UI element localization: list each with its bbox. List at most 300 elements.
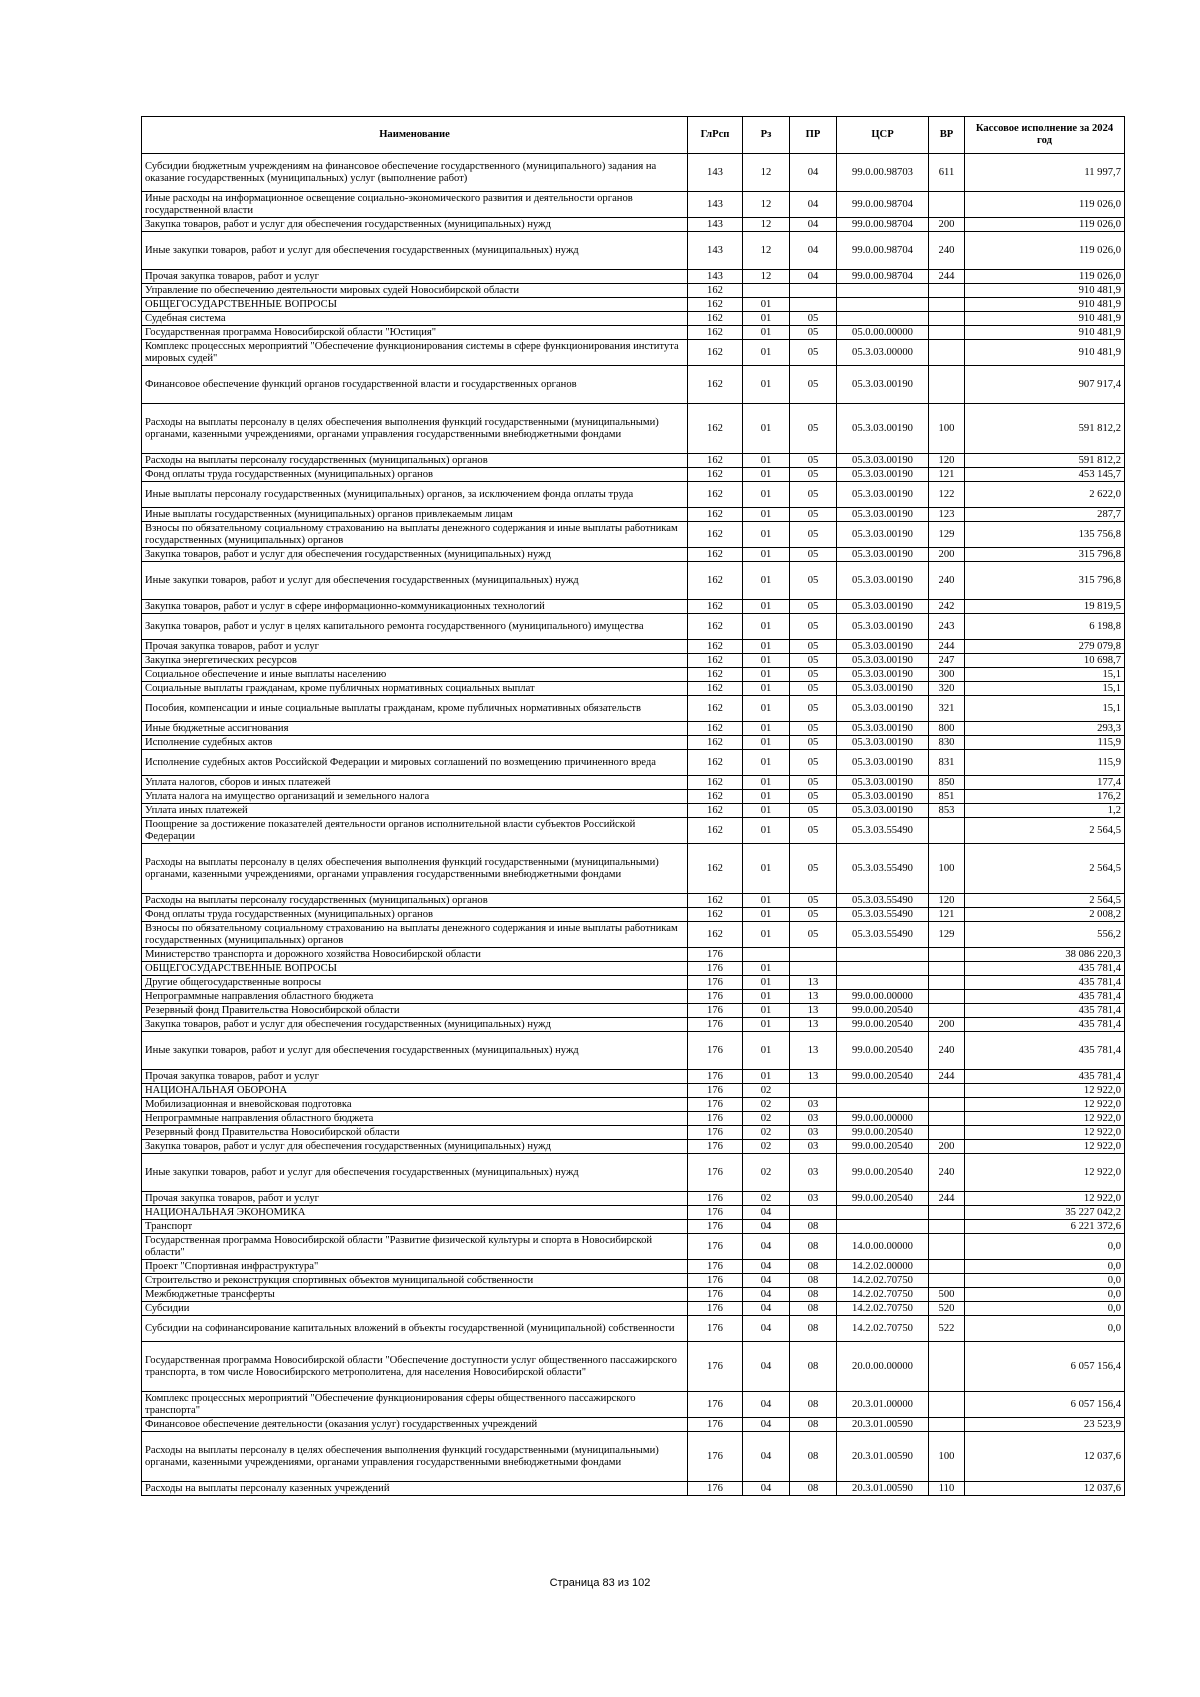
cell-amount: 910 481,9 bbox=[965, 312, 1125, 326]
table-row bbox=[142, 976, 1125, 990]
cell-amount: 119 026,0 bbox=[965, 232, 1125, 270]
cell-csr: 05.3.03.00190 bbox=[837, 600, 929, 614]
cell-vr bbox=[929, 340, 965, 366]
cell-amount: 15,1 bbox=[965, 696, 1125, 722]
cell-name: Мобилизационная и вневойсковая подготовка bbox=[142, 1098, 688, 1112]
cell-vr: 100 bbox=[929, 844, 965, 894]
table-row bbox=[142, 1192, 1125, 1206]
cell-vr bbox=[929, 948, 965, 962]
cell-glrsp: 176 bbox=[688, 1432, 743, 1482]
cell-amount: 19 819,5 bbox=[965, 600, 1125, 614]
cell-pr bbox=[790, 284, 837, 298]
cell-pr: 13 bbox=[790, 976, 837, 990]
table-row bbox=[142, 1316, 1125, 1342]
cell-amount: 910 481,9 bbox=[965, 284, 1125, 298]
cell-vr: 831 bbox=[929, 750, 965, 776]
cell-vr: 851 bbox=[929, 790, 965, 804]
cell-rz: 01 bbox=[743, 366, 790, 404]
cell-csr: 05.3.03.00190 bbox=[837, 522, 929, 548]
cell-rz: 01 bbox=[743, 682, 790, 696]
cell-name: Субсидии на софинансирование капитальных вложений в объекты государственной (муниципальной) собственности bbox=[142, 1316, 688, 1342]
cell-pr: 08 bbox=[790, 1274, 837, 1288]
cell-pr bbox=[790, 298, 837, 312]
cell-csr: 05.3.03.00190 bbox=[837, 404, 929, 454]
cell-rz: 01 bbox=[743, 548, 790, 562]
cell-rz: 01 bbox=[743, 722, 790, 736]
cell-vr bbox=[929, 1206, 965, 1220]
cell-glrsp: 143 bbox=[688, 270, 743, 284]
cell-csr: 05.3.03.00190 bbox=[837, 482, 929, 508]
cell-glrsp: 162 bbox=[688, 614, 743, 640]
cell-pr: 04 bbox=[790, 154, 837, 192]
table-row bbox=[142, 1302, 1125, 1316]
cell-name: Иные выплаты государственных (муниципальных) органов привлекаемым лицам bbox=[142, 508, 688, 522]
cell-glrsp: 162 bbox=[688, 600, 743, 614]
cell-vr: 244 bbox=[929, 1192, 965, 1206]
table-row bbox=[142, 1274, 1125, 1288]
cell-rz: 04 bbox=[743, 1274, 790, 1288]
cell-amount: 0,0 bbox=[965, 1234, 1125, 1260]
table-row bbox=[142, 922, 1125, 948]
cell-amount: 2 564,5 bbox=[965, 818, 1125, 844]
header-rz: Рз bbox=[743, 117, 790, 154]
cell-name: Закупка товаров, работ и услуг для обеспечения государственных (муниципальных) нужд bbox=[142, 1140, 688, 1154]
cell-glrsp: 162 bbox=[688, 508, 743, 522]
table-row bbox=[142, 232, 1125, 270]
header-name: Наименование bbox=[142, 117, 688, 154]
cell-amount: 315 796,8 bbox=[965, 548, 1125, 562]
cell-name: Государственная программа Новосибирской области "Юстиция" bbox=[142, 326, 688, 340]
cell-glrsp: 162 bbox=[688, 640, 743, 654]
cell-vr bbox=[929, 1084, 965, 1098]
cell-amount: 435 781,4 bbox=[965, 962, 1125, 976]
cell-name: Комплекс процессных мероприятий "Обеспечение функционирования системы в сфере функционирования института мировых судей" bbox=[142, 340, 688, 366]
table-row bbox=[142, 1098, 1125, 1112]
cell-pr: 03 bbox=[790, 1098, 837, 1112]
cell-rz: 01 bbox=[743, 1070, 790, 1084]
cell-vr: 853 bbox=[929, 804, 965, 818]
cell-pr: 08 bbox=[790, 1392, 837, 1418]
cell-rz: 01 bbox=[743, 696, 790, 722]
cell-pr: 03 bbox=[790, 1140, 837, 1154]
cell-name: Министерство транспорта и дорожного хозяйства Новосибирской области bbox=[142, 948, 688, 962]
cell-pr: 05 bbox=[790, 340, 837, 366]
cell-amount: 135 756,8 bbox=[965, 522, 1125, 548]
cell-glrsp: 162 bbox=[688, 326, 743, 340]
cell-glrsp: 176 bbox=[688, 1098, 743, 1112]
cell-name: ОБЩЕГОСУДАРСТВЕННЫЕ ВОПРОСЫ bbox=[142, 298, 688, 312]
cell-vr bbox=[929, 312, 965, 326]
cell-name: Проект "Спортивная инфраструктура" bbox=[142, 1260, 688, 1274]
cell-rz bbox=[743, 948, 790, 962]
cell-name: Исполнение судебных актов bbox=[142, 736, 688, 750]
cell-rz: 01 bbox=[743, 908, 790, 922]
cell-vr: 240 bbox=[929, 1032, 965, 1070]
cell-amount: 0,0 bbox=[965, 1302, 1125, 1316]
cell-vr bbox=[929, 298, 965, 312]
cell-amount: 35 227 042,2 bbox=[965, 1206, 1125, 1220]
cell-vr: 129 bbox=[929, 522, 965, 548]
cell-vr: 121 bbox=[929, 908, 965, 922]
cell-glrsp: 162 bbox=[688, 908, 743, 922]
cell-csr: 05.3.03.55490 bbox=[837, 818, 929, 844]
cell-pr bbox=[790, 1206, 837, 1220]
cell-rz: 01 bbox=[743, 312, 790, 326]
cell-vr bbox=[929, 1112, 965, 1126]
cell-pr: 08 bbox=[790, 1302, 837, 1316]
cell-glrsp: 162 bbox=[688, 750, 743, 776]
table-row bbox=[142, 482, 1125, 508]
cell-rz: 01 bbox=[743, 1032, 790, 1070]
cell-pr: 05 bbox=[790, 548, 837, 562]
cell-pr: 05 bbox=[790, 366, 837, 404]
cell-rz: 01 bbox=[743, 654, 790, 668]
cell-rz: 01 bbox=[743, 326, 790, 340]
cell-name: Государственная программа Новосибирской области "Обеспечение доступности услуг общественного пассажирского транспорта, в том числе Новосибирского метрополитена, для населения Новосибирской области" bbox=[142, 1342, 688, 1392]
cell-vr: 242 bbox=[929, 600, 965, 614]
cell-glrsp: 176 bbox=[688, 1418, 743, 1432]
cell-pr: 04 bbox=[790, 232, 837, 270]
cell-name: Прочая закупка товаров, работ и услуг bbox=[142, 270, 688, 284]
header-pr: ПР bbox=[790, 117, 837, 154]
cell-glrsp: 162 bbox=[688, 696, 743, 722]
cell-amount: 0,0 bbox=[965, 1260, 1125, 1274]
cell-amount: 315 796,8 bbox=[965, 562, 1125, 600]
cell-csr bbox=[837, 312, 929, 326]
cell-rz: 04 bbox=[743, 1418, 790, 1432]
cell-rz: 01 bbox=[743, 750, 790, 776]
cell-vr: 200 bbox=[929, 1140, 965, 1154]
cell-glrsp: 162 bbox=[688, 340, 743, 366]
cell-csr bbox=[837, 948, 929, 962]
header-glrsp: ГлРсп bbox=[688, 117, 743, 154]
cell-csr: 05.3.03.00190 bbox=[837, 640, 929, 654]
cell-csr: 05.3.03.00190 bbox=[837, 668, 929, 682]
table-row bbox=[142, 844, 1125, 894]
cell-csr: 99.0.00.00000 bbox=[837, 1112, 929, 1126]
cell-name: Социальные выплаты гражданам, кроме публичных нормативных социальных выплат bbox=[142, 682, 688, 696]
cell-name: Поощрение за достижение показателей деятельности органов исполнительной власти субъектов Российской Федерации bbox=[142, 818, 688, 844]
table-header-row bbox=[142, 117, 1125, 154]
cell-vr bbox=[929, 818, 965, 844]
cell-csr: 05.3.03.00190 bbox=[837, 508, 929, 522]
cell-csr: 05.3.03.00190 bbox=[837, 682, 929, 696]
cell-amount: 12 037,6 bbox=[965, 1482, 1125, 1496]
cell-vr: 830 bbox=[929, 736, 965, 750]
cell-csr: 99.0.00.20540 bbox=[837, 1032, 929, 1070]
cell-vr: 500 bbox=[929, 1288, 965, 1302]
cell-amount: 6 198,8 bbox=[965, 614, 1125, 640]
cell-amount: 2 008,2 bbox=[965, 908, 1125, 922]
table-row bbox=[142, 1342, 1125, 1392]
cell-amount: 910 481,9 bbox=[965, 326, 1125, 340]
cell-name: Закупка товаров, работ и услуг для обеспечения государственных (муниципальных) нужд bbox=[142, 1018, 688, 1032]
cell-name: Финансовое обеспечение функций органов государственной власти и государственных органов bbox=[142, 366, 688, 404]
cell-glrsp: 162 bbox=[688, 682, 743, 696]
cell-amount: 293,3 bbox=[965, 722, 1125, 736]
cell-pr: 08 bbox=[790, 1418, 837, 1432]
table-row bbox=[142, 508, 1125, 522]
cell-csr: 05.3.03.00190 bbox=[837, 454, 929, 468]
cell-pr: 05 bbox=[790, 804, 837, 818]
cell-vr bbox=[929, 976, 965, 990]
cell-rz: 01 bbox=[743, 790, 790, 804]
cell-vr bbox=[929, 284, 965, 298]
cell-glrsp: 176 bbox=[688, 1342, 743, 1392]
cell-rz: 01 bbox=[743, 844, 790, 894]
table-row bbox=[142, 948, 1125, 962]
cell-rz: 02 bbox=[743, 1126, 790, 1140]
cell-name: ОБЩЕГОСУДАРСТВЕННЫЕ ВОПРОСЫ bbox=[142, 962, 688, 976]
table-row bbox=[142, 218, 1125, 232]
cell-amount: 10 698,7 bbox=[965, 654, 1125, 668]
cell-glrsp: 176 bbox=[688, 1084, 743, 1098]
cell-csr: 99.0.00.98704 bbox=[837, 232, 929, 270]
cell-rz: 01 bbox=[743, 736, 790, 750]
cell-csr bbox=[837, 976, 929, 990]
cell-vr: 110 bbox=[929, 1482, 965, 1496]
cell-pr: 05 bbox=[790, 696, 837, 722]
table-row bbox=[142, 908, 1125, 922]
cell-vr bbox=[929, 1392, 965, 1418]
cell-glrsp: 176 bbox=[688, 1316, 743, 1342]
cell-pr: 05 bbox=[790, 468, 837, 482]
cell-rz: 02 bbox=[743, 1140, 790, 1154]
table-row bbox=[142, 1032, 1125, 1070]
cell-glrsp: 176 bbox=[688, 962, 743, 976]
cell-rz: 04 bbox=[743, 1482, 790, 1496]
header-csr: ЦСР bbox=[837, 117, 929, 154]
cell-csr: 05.3.03.00190 bbox=[837, 366, 929, 404]
cell-vr: 243 bbox=[929, 614, 965, 640]
cell-pr: 03 bbox=[790, 1112, 837, 1126]
cell-rz: 12 bbox=[743, 270, 790, 284]
cell-glrsp: 176 bbox=[688, 1206, 743, 1220]
cell-csr: 99.0.00.98703 bbox=[837, 154, 929, 192]
cell-amount: 435 781,4 bbox=[965, 990, 1125, 1004]
cell-rz: 01 bbox=[743, 640, 790, 654]
cell-amount: 907 917,4 bbox=[965, 366, 1125, 404]
table-row bbox=[142, 1126, 1125, 1140]
cell-glrsp: 176 bbox=[688, 1126, 743, 1140]
cell-name: Расходы на выплаты персоналу в целях обеспечения выполнения функций государственными (муниципальными) органами, казенными учреждениями, органами управления государственными внебюджетными фондами bbox=[142, 404, 688, 454]
table-row bbox=[142, 894, 1125, 908]
budget-table-sheet bbox=[141, 116, 1124, 1496]
cell-name: Прочая закупка товаров, работ и услуг bbox=[142, 640, 688, 654]
cell-csr: 14.2.02.70750 bbox=[837, 1274, 929, 1288]
cell-csr: 05.3.03.00190 bbox=[837, 790, 929, 804]
cell-rz: 04 bbox=[743, 1316, 790, 1342]
cell-csr: 05.3.03.00190 bbox=[837, 722, 929, 736]
cell-pr: 13 bbox=[790, 1004, 837, 1018]
cell-name: НАЦИОНАЛЬНАЯ ОБОРОНА bbox=[142, 1084, 688, 1098]
cell-rz: 01 bbox=[743, 990, 790, 1004]
cell-glrsp: 176 bbox=[688, 1288, 743, 1302]
cell-rz: 01 bbox=[743, 818, 790, 844]
cell-csr: 05.3.03.55490 bbox=[837, 908, 929, 922]
table-row bbox=[142, 990, 1125, 1004]
header-cash-execution: Кассовое исполнение за 2024 год bbox=[965, 117, 1125, 154]
table-row bbox=[142, 1220, 1125, 1234]
table-row bbox=[142, 750, 1125, 776]
cell-pr: 03 bbox=[790, 1154, 837, 1192]
cell-name: Прочая закупка товаров, работ и услуг bbox=[142, 1070, 688, 1084]
cell-name: Расходы на выплаты персоналу в целях обеспечения выполнения функций государственными (муниципальными) органами, казенными учреждениями, органами управления государственными внебюджетными фондами bbox=[142, 844, 688, 894]
table-row bbox=[142, 804, 1125, 818]
cell-rz: 02 bbox=[743, 1154, 790, 1192]
cell-vr: 244 bbox=[929, 270, 965, 284]
cell-vr: 240 bbox=[929, 1154, 965, 1192]
cell-glrsp: 162 bbox=[688, 736, 743, 750]
cell-glrsp: 162 bbox=[688, 284, 743, 298]
cell-name: Расходы на выплаты персоналу государственных (муниципальных) органов bbox=[142, 454, 688, 468]
cell-amount: 453 145,7 bbox=[965, 468, 1125, 482]
cell-csr: 20.3.01.00590 bbox=[837, 1482, 929, 1496]
cell-rz: 04 bbox=[743, 1288, 790, 1302]
table-row bbox=[142, 562, 1125, 600]
cell-csr: 14.0.00.00000 bbox=[837, 1234, 929, 1260]
cell-csr: 20.0.00.00000 bbox=[837, 1342, 929, 1392]
table-row bbox=[142, 1432, 1125, 1482]
cell-amount: 6 057 156,4 bbox=[965, 1392, 1125, 1418]
cell-csr: 05.3.03.00190 bbox=[837, 562, 929, 600]
cell-glrsp: 162 bbox=[688, 312, 743, 326]
cell-vr bbox=[929, 192, 965, 218]
cell-amount: 12 922,0 bbox=[965, 1140, 1125, 1154]
cell-pr: 05 bbox=[790, 790, 837, 804]
cell-vr: 611 bbox=[929, 154, 965, 192]
header-vr: ВР bbox=[929, 117, 965, 154]
cell-amount: 23 523,9 bbox=[965, 1418, 1125, 1432]
cell-csr: 05.3.03.55490 bbox=[837, 922, 929, 948]
cell-name: Строительство и реконструкция спортивных объектов муниципальной собственности bbox=[142, 1274, 688, 1288]
cell-csr: 99.0.00.20540 bbox=[837, 1126, 929, 1140]
table-row bbox=[142, 668, 1125, 682]
cell-name: Закупка товаров, работ и услуг для обеспечения государственных (муниципальных) нужд bbox=[142, 548, 688, 562]
cell-glrsp: 176 bbox=[688, 1482, 743, 1496]
cell-glrsp: 162 bbox=[688, 522, 743, 548]
cell-name: Резервный фонд Правительства Новосибирской области bbox=[142, 1004, 688, 1018]
cell-pr: 08 bbox=[790, 1220, 837, 1234]
cell-name: Субсидии бюджетным учреждениям на финансовое обеспечение государственного (муниципального) задания на оказание государственных (муниципальных) услуг (выполнение работ) bbox=[142, 154, 688, 192]
table-row bbox=[142, 1206, 1125, 1220]
table-row bbox=[142, 1260, 1125, 1274]
cell-amount: 435 781,4 bbox=[965, 1018, 1125, 1032]
cell-glrsp: 162 bbox=[688, 844, 743, 894]
cell-vr bbox=[929, 962, 965, 976]
cell-name: Прочая закупка товаров, работ и услуг bbox=[142, 1192, 688, 1206]
cell-rz: 04 bbox=[743, 1392, 790, 1418]
cell-pr: 05 bbox=[790, 818, 837, 844]
cell-name: Уплата налога на имущество организаций и земельного налога bbox=[142, 790, 688, 804]
cell-amount: 15,1 bbox=[965, 682, 1125, 696]
cell-glrsp: 176 bbox=[688, 1192, 743, 1206]
cell-csr: 99.0.00.98704 bbox=[837, 270, 929, 284]
table-row bbox=[142, 776, 1125, 790]
cell-amount: 556,2 bbox=[965, 922, 1125, 948]
cell-glrsp: 162 bbox=[688, 366, 743, 404]
cell-pr: 05 bbox=[790, 600, 837, 614]
cell-csr: 14.2.02.70750 bbox=[837, 1288, 929, 1302]
cell-csr: 05.3.03.00000 bbox=[837, 340, 929, 366]
cell-vr bbox=[929, 1342, 965, 1392]
cell-name: Фонд оплаты труда государственных (муниципальных) органов bbox=[142, 468, 688, 482]
cell-name: Пособия, компенсации и иные социальные выплаты гражданам, кроме публичных нормативных обязательств bbox=[142, 696, 688, 722]
cell-name: Непрограммные направления областного бюджета bbox=[142, 1112, 688, 1126]
cell-glrsp: 162 bbox=[688, 468, 743, 482]
cell-vr: 300 bbox=[929, 668, 965, 682]
cell-pr: 13 bbox=[790, 1018, 837, 1032]
cell-glrsp: 162 bbox=[688, 818, 743, 844]
table-row bbox=[142, 1112, 1125, 1126]
cell-name: Иные выплаты персоналу государственных (муниципальных) органов, за исключением фонда оплаты труда bbox=[142, 482, 688, 508]
cell-vr: 120 bbox=[929, 454, 965, 468]
table-row bbox=[142, 640, 1125, 654]
table-row bbox=[142, 1084, 1125, 1098]
table-row bbox=[142, 614, 1125, 640]
cell-glrsp: 176 bbox=[688, 1070, 743, 1084]
cell-pr: 03 bbox=[790, 1126, 837, 1140]
cell-rz: 12 bbox=[743, 232, 790, 270]
cell-amount: 0,0 bbox=[965, 1316, 1125, 1342]
table-row bbox=[142, 366, 1125, 404]
cell-amount: 910 481,9 bbox=[965, 298, 1125, 312]
cell-vr: 244 bbox=[929, 640, 965, 654]
table-row bbox=[142, 790, 1125, 804]
table-row bbox=[142, 154, 1125, 192]
table-row bbox=[142, 1018, 1125, 1032]
cell-csr: 14.2.02.70750 bbox=[837, 1302, 929, 1316]
cell-pr: 08 bbox=[790, 1260, 837, 1274]
cell-rz: 04 bbox=[743, 1432, 790, 1482]
cell-glrsp: 162 bbox=[688, 790, 743, 804]
cell-vr: 200 bbox=[929, 548, 965, 562]
cell-vr bbox=[929, 1418, 965, 1432]
cell-glrsp: 162 bbox=[688, 722, 743, 736]
cell-vr bbox=[929, 1004, 965, 1018]
cell-vr bbox=[929, 1234, 965, 1260]
cell-vr bbox=[929, 1260, 965, 1274]
table-row bbox=[142, 722, 1125, 736]
cell-amount: 119 026,0 bbox=[965, 270, 1125, 284]
cell-csr: 05.3.03.00190 bbox=[837, 696, 929, 722]
cell-amount: 435 781,4 bbox=[965, 976, 1125, 990]
cell-pr: 08 bbox=[790, 1316, 837, 1342]
cell-glrsp: 162 bbox=[688, 298, 743, 312]
cell-csr bbox=[837, 1220, 929, 1234]
cell-csr: 05.3.03.55490 bbox=[837, 894, 929, 908]
table-row bbox=[142, 340, 1125, 366]
table-row bbox=[142, 1482, 1125, 1496]
cell-amount: 15,1 bbox=[965, 668, 1125, 682]
cell-csr: 05.3.03.00190 bbox=[837, 736, 929, 750]
cell-rz: 01 bbox=[743, 468, 790, 482]
cell-pr bbox=[790, 962, 837, 976]
cell-name: Субсидии bbox=[142, 1302, 688, 1316]
table-body bbox=[142, 154, 1125, 1496]
cell-csr: 99.0.00.20540 bbox=[837, 1004, 929, 1018]
cell-amount: 119 026,0 bbox=[965, 218, 1125, 232]
cell-csr: 05.3.03.00190 bbox=[837, 468, 929, 482]
cell-vr: 240 bbox=[929, 562, 965, 600]
cell-name: Закупка энергетических ресурсов bbox=[142, 654, 688, 668]
table-row bbox=[142, 298, 1125, 312]
cell-amount: 12 922,0 bbox=[965, 1154, 1125, 1192]
cell-rz: 12 bbox=[743, 218, 790, 232]
cell-rz: 01 bbox=[743, 482, 790, 508]
cell-amount: 2 564,5 bbox=[965, 844, 1125, 894]
table-row bbox=[142, 1140, 1125, 1154]
